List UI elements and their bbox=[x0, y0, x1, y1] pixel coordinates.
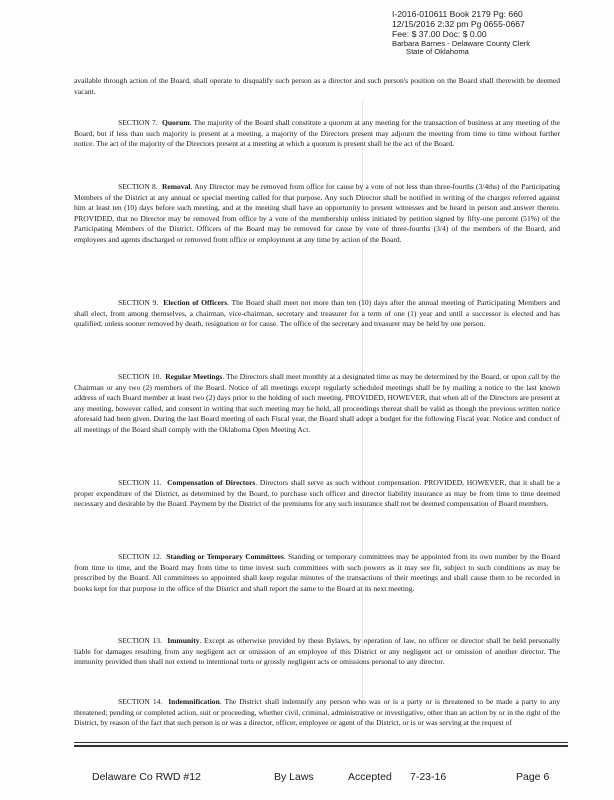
section-14 bbox=[74, 697, 560, 729]
section-body: . The Directors shall meet monthly at a designated time as may be determined by the Board, or upon call by the Chairman or any two (2) members of the Board. Notice of all meetings except regularly scheduled meetings shall be by mailing a notice to the last known address of each Board member at least two (2) days prior to the holding of such meeting. PROVIDED, HOWEVER, that when all of the Directors are present at any meeting, however called, and consent in writing that such meeting may be held, all proceedings thereat shall be valid as though the previous written notice aforesaid had been given. During the last Board meeting of each Fiscal year, the Board shall adopt a budget for the following Fiscal year. Notice and conduct of all meetings of the Board shall comply with the Oklahoma Open Meeting Act. bbox=[74, 372, 561, 434]
footer-rule-top bbox=[74, 742, 568, 743]
stamp-instrument-line: I-2016-010611 Book 2179 Pg: 660 bbox=[392, 9, 523, 19]
section-body: . The District shall indemnify any person who was or is a party or is threatened to be made a party to any threatened; pending or completed action, suit or proceeding, whether civil, criminal, administrative or investigative, other than an action by or in the right of the District, by reason of the fact that such person is or was a director, officer, employee or agent of the District, or is or was serving at the request of bbox=[74, 697, 560, 728]
section-heading: Quorum bbox=[161, 118, 190, 127]
stamp-date-line: 12/15/2016 2:32 pm Pg 0655-0667 bbox=[392, 19, 525, 30]
intro-paragraph bbox=[74, 76, 560, 97]
footer-rule-bottom bbox=[74, 745, 568, 747]
section-7 bbox=[74, 118, 560, 150]
section-number: SECTION 8. bbox=[118, 182, 158, 191]
section-heading: Immunity bbox=[167, 636, 200, 645]
section-10 bbox=[74, 372, 560, 435]
section-body: . Standing or temporary committees may be appointed from its own number by the Board from time to time, and the Board may from time to time invest such committees with such powers as it may see fit, subject to such conditions as may be prescribed by the Board. All committees so appointed shall keep regular minutes of the transactions of their meetings and shall cause them to be recorded in books kept for that purpose in the office of the District and shall report the same to the Board at its next meeting. bbox=[74, 552, 560, 593]
section-heading: Standing or Temporary Committees bbox=[166, 552, 284, 561]
section-heading: Election of Officers bbox=[163, 298, 228, 307]
stamp-clerk-line: Barbara Barnes - Delaware County Clerk bbox=[392, 38, 531, 48]
section-12 bbox=[74, 552, 560, 594]
section-number: SECTION 10. bbox=[118, 372, 162, 381]
footer-accepted-label: Accepted bbox=[348, 771, 392, 783]
section-number: SECTION 13. bbox=[118, 636, 162, 645]
section-8 bbox=[74, 182, 560, 245]
stamp-state-line: State of Oklahoma bbox=[406, 47, 469, 57]
recording-stamp bbox=[392, 9, 602, 57]
section-body: . The Board shall meet not more than ten (10) days after the annual meeting of Participating Members and shall elect, from among themselves, a chairman, vice-chairman, secretary and treasurer for a term of one (1) year and until a successor is elected and has qualified, unless sooner removed by death, resignation or for cause. The office of the secretary and treasurer may be held by one person. bbox=[74, 298, 560, 329]
section-body: . Except as otherwise provided by these Bylaws, by operation of law, no officer or director shall be held personally liable for damages resulting from any negligent act or omission of an employee of this District or any negligent act or omission of another director. The immunity provided then shall not extend to intentional torts or grossly negligent acts or omissions personal to any director. bbox=[74, 636, 561, 667]
footer-district: Delaware Co RWD #12 bbox=[92, 771, 201, 783]
section-11 bbox=[74, 478, 560, 510]
section-number: SECTION 11. bbox=[118, 478, 162, 487]
section-body: . The majority of the Board shall constitute a quorum at any meeting for the transaction of business at any meeting of the Board, but if less than such majority is present at a meeting, a majority of the Directors present may adjourn the meeting from time to time without further notice. The act of the majority of the Directors present at a meeting at which a quorum is present shall be the act of the Board. bbox=[74, 118, 560, 149]
section-number: SECTION 12. bbox=[118, 552, 162, 561]
section-heading: Indemnification bbox=[168, 697, 220, 706]
footer-page-number: Page 6 bbox=[516, 771, 550, 783]
section-13 bbox=[74, 636, 560, 668]
section-number: SECTION 7. bbox=[118, 118, 158, 127]
footer-accepted-date: 7-23-16 bbox=[410, 771, 447, 783]
section-body: . Directors shall serve as such without compensation. PROVIDED, HOWEVER, that it shall be a proper expenditure of the District, as determined by the Board, to purchase such officer and director liability insurance as may be from time to time deemed necessary and desirable by the Board. Payment by the District of the premiums for any such insurance shall not be deemed compensation of Board members. bbox=[74, 478, 561, 509]
section-number: SECTION 9. bbox=[118, 298, 159, 307]
section-number: SECTION 14. bbox=[118, 697, 163, 706]
stamp-fee-line: Fee: $ 37.00 Doc: $ 0.00 bbox=[392, 29, 487, 40]
intro-text: available through action of the Board, shall operate to disqualify such person as a director and such person's position on the Board shall therewith be deemed vacant. bbox=[74, 76, 560, 96]
section-body: . Any Director may be removed from office for cause by a vote of not less than three-fourths (3/4ths) of the Participating Members of the District at any annual or special meeting called for that purpose. Any such Director shall be notified in writing of the charges referred against him at least ten (10) days before such meeting, and at the meeting shall have an opportunity to present witnesses and be heard in person and answer thereto. PROVIDED, that no Director may be removed from office by a vote of the membership unless initiated by petition signed by fifty-one percent (51%) of the Participating Members of the District. Officers of the Board may be removed for cause by vote of three-fourths (3/4) of the members of the Board, and employees and agents discharged or removed from office or employment at any time by action of the Board. bbox=[74, 182, 560, 244]
section-heading: Compensation of Directors bbox=[167, 478, 256, 487]
footer-document-type: By Laws bbox=[274, 771, 314, 783]
section-heading: Regular Meetings bbox=[165, 372, 223, 381]
section-heading: Removal bbox=[161, 182, 191, 191]
section-9 bbox=[74, 298, 560, 330]
